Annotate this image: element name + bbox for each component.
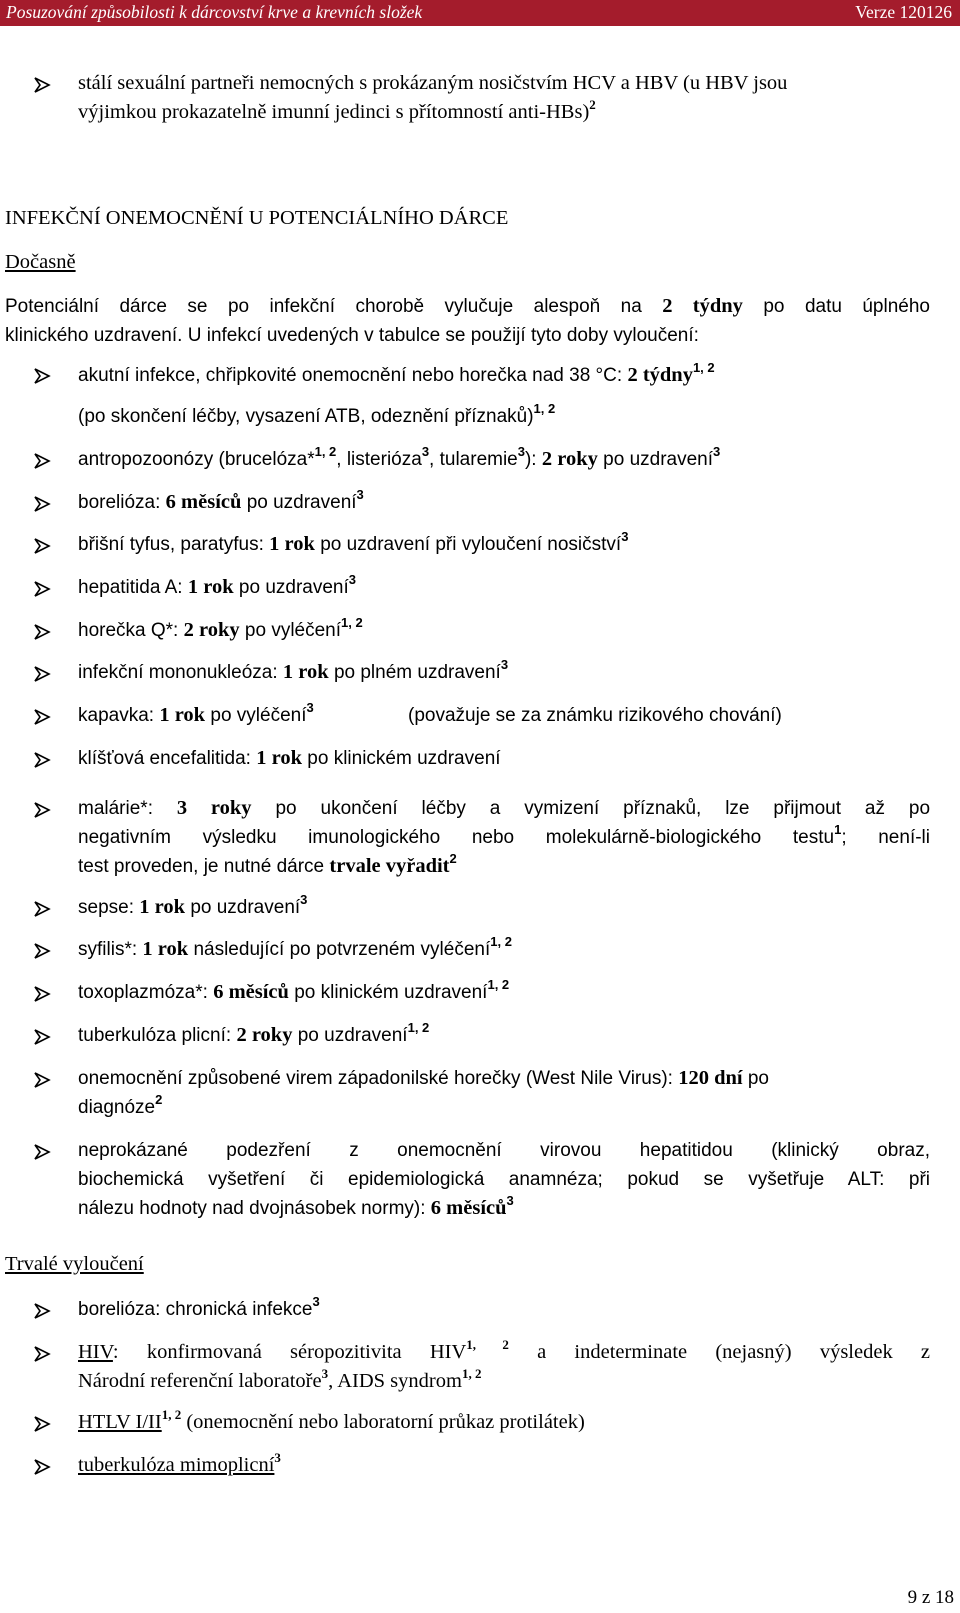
arrowhead-bullet-icon — [33, 801, 51, 819]
list-item: sepse: 1 rok po uzdravení$^3$ — [78, 891, 308, 918]
list-item: tuberkulóza plicní: 2 roky po uzdravení$^{1, 2}$ — [78, 1019, 430, 1046]
intro-paragraph: Potenciální dárce se po infekční chorobě vylučuje alespoň na 2 týdny po datu úplného klinického uzdravení. U infekcí uvedených v tabulce se použijí tyto doby vyloučení: — [5, 295, 930, 346]
hiv-link: HIV — [78, 1341, 113, 1363]
list-item: akutní infekce, chřipkovité onemocnění nebo horečka nad 38 °C: 2 týdny$^{1, 2}$ — [78, 359, 715, 386]
arrowhead-bullet-icon — [33, 1143, 51, 1161]
list-item-note: (považuje se za známku rizikového chování) — [408, 705, 782, 726]
arrowhead-bullet-icon — [33, 367, 51, 385]
list-item: infekční mononukleóza: 1 rok po plném uzdravení$^3$ — [78, 656, 509, 683]
list-item: tuberkulóza mimoplicní$^3$ — [78, 1449, 281, 1476]
list-item: břišní tyfus, paratyfus: 1 rok po uzdravení při vyloučení nosičství$^3$ — [78, 528, 629, 555]
arrowhead-bullet-icon — [33, 452, 51, 470]
list-item: malárie*: 3 roky po ukončení léčby a vymizení příznaků, lze přijmout až po negativním výsledku imunologického nebo molekulárně-biologického testu$^1$; není-li test proveden, je nutné dárce trvale vyřadit$^2$ — [78, 797, 931, 877]
list-item: klíšťová encefalitida: 1 rok po klinickém uzdravení — [78, 747, 501, 769]
document-header — [0, 0, 960, 26]
arrowhead-bullet-icon — [33, 76, 51, 94]
arrowhead-bullet-icon — [33, 900, 51, 918]
document-version: Verze 120126 — [855, 2, 952, 22]
section-heading-permanent: Trvalé vyloučení — [5, 1253, 144, 1275]
arrowhead-bullet-icon — [33, 1071, 51, 1089]
list-item: hepatitida A: 1 rok po uzdravení$^3$ — [78, 571, 357, 598]
list-item: kapavka: 1 rok po vyléčení$^3$ — [78, 699, 314, 726]
arrowhead-bullet-icon — [33, 1302, 51, 1320]
list-item: onemocnění způsobené virem západonilské horečky (West Nile Virus): 120 dní po diagnóze$^2$ — [78, 1067, 769, 1118]
list-item-note: (po skončení léčby, vysazení ATB, odeznění příznaků)$^{1, 2}$ — [78, 400, 556, 427]
section-title: INFEKČNÍ ONEMOCNĚNÍ U POTENCIÁLNÍHO DÁRCE — [5, 207, 509, 229]
arrowhead-bullet-icon — [33, 1415, 51, 1433]
arrowhead-bullet-icon — [33, 942, 51, 960]
arrowhead-bullet-icon — [33, 1345, 51, 1363]
arrowhead-bullet-icon — [33, 495, 51, 513]
section-heading-temporary: Dočasně — [5, 251, 76, 273]
list-item: horečka Q*: 2 roky po vyléčení$^{1, 2}$ — [78, 614, 363, 641]
arrowhead-bullet-icon — [33, 580, 51, 598]
list-item: stálí sexuální partneři nemocných s prokázaným nosičstvím HCV a HBV (u HBV jsou výjimkou prokazatelně imunní jedinci s přítomností anti-HBs)$^2$ — [78, 72, 788, 123]
arrowhead-bullet-icon — [33, 985, 51, 1003]
list-item: HIV: konfirmovaná séropozitivita HIV$^{1, 2}$ a indeterminate (nejasný) výsledek z Národní referenční laboratoře$^3$, AIDS syndrom$^{1, 2}$ — [78, 1336, 931, 1392]
list-item: HTLV I/II$^{1, 2}$ (onemocnění nebo laboratorní průkaz protilátek) — [78, 1406, 585, 1433]
arrowhead-bullet-icon — [33, 665, 51, 683]
arrowhead-bullet-icon — [33, 623, 51, 641]
list-item: neprokázané podezření z onemocnění virovou hepatitidou (klinický obraz, biochemická vyšetření či epidemiologická anamnéza; pokud se vyšetřuje ALT: při nálezu hodnoty nad dvojnásobek normy): 6 měsíců$^3$ — [78, 1140, 930, 1219]
arrowhead-bullet-icon — [33, 537, 51, 555]
arrowhead-bullet-icon — [33, 751, 51, 769]
arrowhead-bullet-icon — [33, 708, 51, 726]
list-item: syfilis*: 1 rok následující po potvrzeném vyléčení$^{1, 2}$ — [78, 933, 512, 960]
page-number: 9 z 18 — [907, 1587, 954, 1608]
list-item: toxoplazmóza*: 6 měsíců po klinickém uzdravení$^{1, 2}$ — [78, 976, 510, 1003]
document-title: Posuzování způsobilosti k dárcovství krve a krevních složek — [6, 2, 423, 22]
list-item: borelióza: chronická infekce$^3$ — [78, 1293, 320, 1320]
list-item: borelióza: 6 měsíců po uzdravení$^3$ — [78, 486, 364, 513]
list-item: antropozoonózy (brucelóza*$^{1, 2}$, listerióza$^3$, tularemie$^3$): 2 roky po uzdravení$^3$ — [78, 443, 721, 470]
arrowhead-bullet-icon — [33, 1028, 51, 1046]
arrowhead-bullet-icon — [33, 1458, 51, 1476]
